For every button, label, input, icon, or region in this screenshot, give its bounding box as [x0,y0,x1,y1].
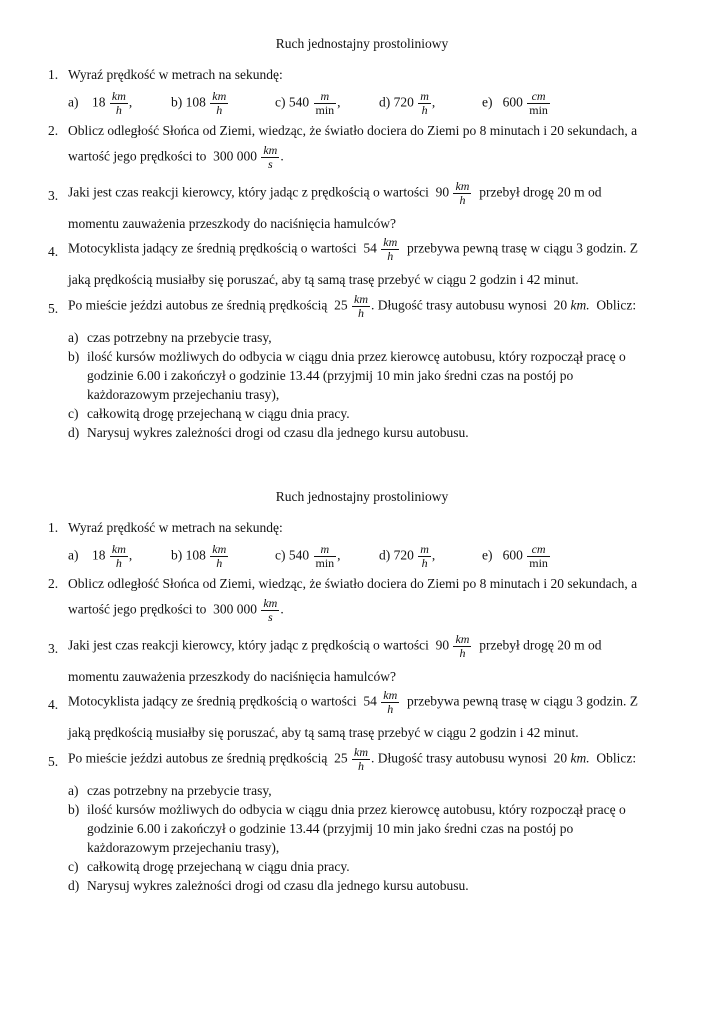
q5-sub-d: Narysuj wykres zależności drogi od czasu dla jednego kursu autobusu. [87,878,469,893]
question-3-line-2: momentu zauważenia przeszkody do naciśnięcia hamulców? [68,216,396,231]
q1-option-b: b) 108 $\frac{km}{h}$ [171,89,227,117]
question-5-line-1: Po mieście jeździ autobus ze średnią prędkością 25 $\frac{km}{h}$ . Długość trasy autobusu wynosi 20 km. Oblicz: [68,745,637,773]
question-3-line-1: Jaki jest czas reakcji kierowcy, który jadąc z prędkością o wartości 90 $\frac{km}{h}$ przebył drogę 20 m od [68,179,602,207]
question-2-line-1: Oblicz odległość Słońca od Ziemi, wiedząc, że światło dociera do Ziemi po 8 minutach i 20 sekundach, a [68,123,638,138]
question-number: 5. [48,754,59,769]
question-1-text: Wyraź prędkość w metrach na sekundę: [68,520,283,535]
question-number: 1. [48,520,59,535]
q5-sub-c-label: c) [68,859,79,874]
q1-option-c: c) 540 $\frac{m}{\min}$ , [275,542,341,570]
q5-sub-a-label: a) [68,330,79,345]
worksheet-title: Ruch jednostajny prostoliniowy [275,489,449,504]
question-1-text: Wyraź prędkość w metrach na sekundę: [68,67,283,82]
q1-option-c: c) 540 $\frac{m}{\min}$ , [275,89,341,117]
question-3-line-1: Jaki jest czas reakcji kierowcy, który jadąc z prędkością o wartości 90 $\frac{km}{h}$ przebył drogę 20 m od [68,632,602,660]
q1-option-a: a) 18 $\frac{km}{h}$ , [68,542,133,570]
q5-sub-c: całkowitą drogę przejechaną w ciągu dnia pracy. [87,406,350,421]
q5-sub-b-line-3: każdorazowym przejechaniu trasy), [87,387,280,402]
question-3-line-2: momentu zauważenia przeszkody do naciśnięcia hamulców? [68,669,396,684]
question-number: 2. [48,123,59,138]
question-number: 5. [48,301,59,316]
question-number: 3. [48,641,59,656]
q1-option-b: b) 108 $\frac{km}{h}$ [171,542,227,570]
question-number: 3. [48,188,59,203]
question-number: 4. [48,244,59,259]
worksheet-title: Ruch jednostajny prostoliniowy [275,36,449,51]
worksheet-1 [0,30,724,480]
q5-sub-a: czas potrzebny na przebycie trasy, [87,330,272,345]
worksheet-2 [0,483,724,933]
q5-sub-b-line-2: godzinie 6.00 i zakończył o godzinie 13.44 (przyjmij 10 min jako średni czas na postój po [87,821,574,836]
question-4-line-2: jaką prędkością musiałby się poruszać, aby tą samą trasę przebyć w ciągu 2 godzin i 42 minut. [68,725,579,740]
question-2-line-2: wartość jego prędkości to 300 000 $\frac{km}{s}$ . [68,143,284,171]
q5-sub-d-label: d) [68,878,80,893]
q1-option-e: e) 600 $\frac{cm}{\min}$ [482,542,548,570]
question-4-line-1: Motocyklista jadący ze średnią prędkością o wartości 54 $\frac{km}{h}$ przebywa pewną trasę w ciągu 3 godzin. Z [68,688,638,716]
q5-sub-b-label: b) [68,349,80,364]
question-5-line-1: Po mieście jeździ autobus ze średnią prędkością 25 $\frac{km}{h}$ . Długość trasy autobusu wynosi 20 km. Oblicz: [68,292,637,320]
q5-sub-d-label: d) [68,425,80,440]
question-2-line-2: wartość jego prędkości to 300 000 $\frac{km}{s}$ . [68,596,284,624]
question-2-line-1: Oblicz odległość Słońca od Ziemi, wiedząc, że światło dociera do Ziemi po 8 minutach i 20 sekundach, a [68,576,638,591]
q5-sub-b-line-1: ilość kursów możliwych do odbycia w ciągu dnia przez kierowcę autobusu, który rozpoczął pracę o [87,349,626,364]
q5-sub-c-label: c) [68,406,79,421]
q1-option-a: a) 18 $\frac{km}{h}$ , [68,89,133,117]
question-number: 1. [48,67,59,82]
question-4-line-1: Motocyklista jadący ze średnią prędkością o wartości 54 $\frac{km}{h}$ przebywa pewną trasę w ciągu 3 godzin. Z [68,235,638,263]
q5-sub-b-label: b) [68,802,80,817]
q1-option-e: e) 600 $\frac{cm}{\min}$ [482,89,548,117]
q5-sub-b-line-1: ilość kursów możliwych do odbycia w ciągu dnia przez kierowcę autobusu, który rozpoczął pracę o [87,802,626,817]
question-4-line-2: jaką prędkością musiałby się poruszać, aby tą samą trasę przebyć w ciągu 2 godzin i 42 minut. [68,272,579,287]
q5-sub-b-line-2: godzinie 6.00 i zakończył o godzinie 13.44 (przyjmij 10 min jako średni czas na postój po [87,368,574,383]
q1-option-d: d) 720 $\frac{m}{h}$ , [379,89,436,117]
q5-sub-b-line-3: każdorazowym przejechaniu trasy), [87,840,280,855]
q5-sub-a: czas potrzebny na przebycie trasy, [87,783,272,798]
question-number: 2. [48,576,59,591]
q5-sub-d: Narysuj wykres zależności drogi od czasu dla jednego kursu autobusu. [87,425,469,440]
q1-option-d: d) 720 $\frac{m}{h}$ , [379,542,436,570]
question-number: 4. [48,697,59,712]
q5-sub-c: całkowitą drogę przejechaną w ciągu dnia pracy. [87,859,350,874]
q5-sub-a-label: a) [68,783,79,798]
